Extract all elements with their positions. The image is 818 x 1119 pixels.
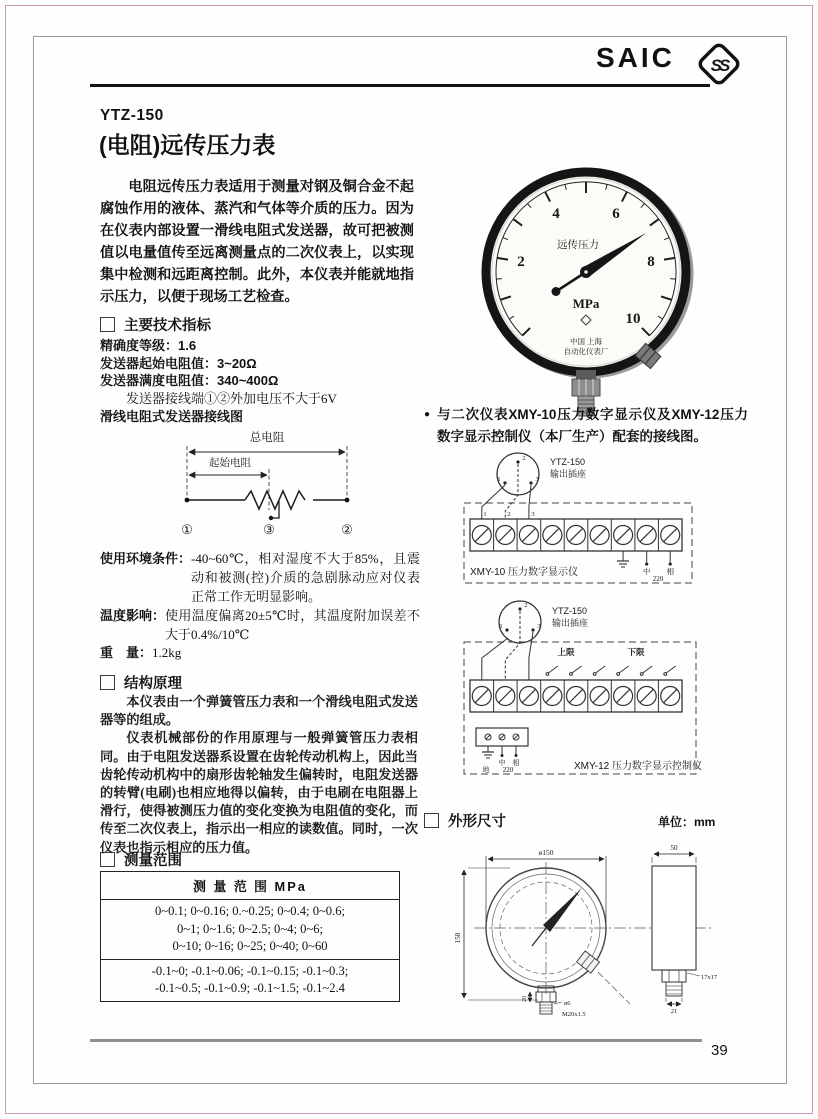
environment-conditions [100, 549, 420, 606]
structure-paragraph-1: 本仪表由一个弹簧管压力表和一个滑线电阻式发送器等的组成。 [100, 694, 418, 728]
spec-line: 发送器满度电阻值：340~400Ω [100, 373, 279, 389]
range-line: 0~1; 0~1.6; 0~2.5; 0~4; 0~6; [176, 921, 323, 936]
page-title: (电阻)远传压力表 [99, 132, 276, 158]
section-dimensions [424, 810, 506, 831]
weight-value: 1.2kg [152, 645, 182, 660]
range-line: 0~0.1; 0~0.16; 0.~0.25; 0~0.4; 0~0.6; [154, 904, 346, 918]
dial-number: 8 [647, 254, 655, 270]
lower-limit-label: 下限 [627, 647, 645, 657]
range-group-positive [101, 900, 399, 960]
intro-paragraph: 电阻远传压力表适用于测量对钢及铜合金不起腐蚀作用的液体、蒸汽和气体等介质的压力。因为在仪表内部设置一滑线电阻式发送器，故可把被测值以电量值传至远离测量点的二次仪表上，以实现集中检测和远距离控制。此外，本仪表并能就地指示压力，以便于现场工艺检查。 [100, 179, 414, 305]
structure-paragraphs [100, 693, 418, 857]
dial-number: 6 [612, 206, 620, 222]
footer-rule [90, 1039, 702, 1042]
section-heading: 测量范围 [124, 853, 182, 869]
supply-voltage: 220 [652, 575, 664, 583]
drawn-needle [543, 888, 582, 932]
xmy12-wiring-diagram [456, 588, 704, 780]
spec-line: 发送器起始电阻值：3~20Ω [100, 355, 257, 371]
upper-limit-label: 上限 [557, 647, 575, 657]
section-checkbox-icon [424, 813, 439, 828]
socket-pin-label: 1 [497, 476, 501, 483]
temperature-label: 温度影响： [100, 608, 166, 623]
dim-stem: 20 [522, 996, 528, 1002]
dim-width: 50 [670, 844, 678, 852]
terminal-number: 3 [531, 511, 535, 518]
socket-caption-line2: 输出插座 [552, 618, 589, 628]
gauge-maker-line2: 自动化仪表厂 [563, 347, 609, 356]
terminal-strip [470, 519, 682, 551]
dim-thread: M20x1.5 [562, 1011, 586, 1018]
dial-number: 2 [517, 254, 525, 270]
dial-number: 4 [552, 206, 560, 222]
gauge-maker-line1: 中国 上海 [570, 337, 602, 346]
section-checkbox-icon [100, 675, 115, 690]
supply-voltage: 220 [502, 766, 514, 774]
limit-contact-symbols [546, 666, 676, 675]
pressure-gauge-photo [472, 160, 700, 418]
start-resistance-label: 起始电阻 [209, 458, 251, 469]
header-rule [90, 84, 710, 87]
section-checkbox-icon [100, 317, 115, 332]
unit-label: 单位：mm [658, 815, 716, 829]
section-range [100, 849, 182, 870]
terminal-strip [470, 680, 682, 712]
temperature-text: 使用温度偏离20±5℃时，其温度附加误差不大于0.4%/10℃ [165, 608, 420, 642]
dim-hex: 17x17 [701, 974, 718, 981]
dim-diameter: ø150 [538, 848, 554, 857]
phase-label: 相 [666, 567, 674, 576]
range-line: 0~10; 0~16; 0~25; 0~40; 0~60 [172, 939, 328, 954]
section-structure [100, 672, 182, 693]
section-checkbox-icon [100, 852, 115, 867]
dial-number: 10 [625, 311, 641, 327]
xmy12-caption: XMY-12 压力数字显示控制仪 [574, 761, 702, 772]
terminal-3-label: ③ [263, 522, 275, 537]
range-group-vacuum [101, 960, 399, 1001]
socket-caption-line2: 输出插座 [550, 469, 587, 479]
saic-logo-icon [694, 40, 744, 88]
socket-caption-line1: YTZ-150 [550, 457, 586, 467]
socket-pin-label: 2 [524, 602, 528, 609]
total-resistance-label: 总电阻 [249, 432, 285, 444]
gauge-unit-label: MPa [572, 296, 600, 311]
weight-row [100, 643, 420, 662]
ground-label: 地 [482, 767, 490, 774]
model-number: YTZ-150 [100, 107, 164, 124]
instrument-outline [464, 642, 696, 774]
range-line: -0.1~0.5; -0.1~0.9; -0.1~1.5; -0.1~2.4 [155, 981, 345, 996]
dim-height: 158 [454, 932, 462, 944]
spec-line: 精确度等级：1.6 [100, 338, 197, 353]
section-heading: 外形尺寸 [448, 814, 506, 830]
spec-line: 发送器接线端①②外加电压不大于6V [126, 391, 337, 407]
section-tech-specs [100, 314, 211, 335]
terminal-number: 2 [507, 511, 511, 518]
wiring-note-text: 与二次仪表XMY-10压力数字显示仪及XMY-12压力数字显示控制仪（本厂生产）配套的接线图。 [437, 407, 748, 444]
terminal-1-label: ① [181, 522, 193, 537]
page-number: 39 [711, 1042, 728, 1059]
neutral-label: 中 [642, 567, 651, 576]
tech-spec-list [100, 337, 418, 426]
xmy10-caption: XMY-10 压力数字显示仪 [470, 567, 578, 578]
phase-label: 相 [512, 760, 520, 767]
spec-line: 滑线电阻式发送器接线图 [100, 408, 244, 424]
terminal-number: 1 [483, 511, 487, 518]
dimension-drawing [440, 836, 718, 1024]
gauge-face-label: 远传压力 [557, 240, 599, 251]
bullet-icon: ● [424, 409, 431, 420]
environment-text: -40~60℃，相对湿度不大于85%，且震动和被测(控)介质的急剧脉动应对仪表正常工作无明显影响。 [191, 551, 420, 604]
socket-pin-label: 1 [499, 623, 503, 630]
socket-pin-label: 3 [535, 476, 539, 483]
wiring-note [424, 404, 748, 447]
range-table [100, 871, 400, 1002]
temperature-effect [100, 606, 420, 644]
range-table-header: 测 量 范 围 MPa [101, 872, 399, 900]
section-heading: 主要技术指标 [124, 318, 211, 334]
xmy10-wiring-diagram [458, 447, 698, 587]
neutral-label: 中 [498, 760, 506, 767]
range-line: -0.1~0; -0.1~0.06; -0.1~0.15; -0.1~0.3; [151, 963, 349, 978]
weight-label: 重 量： [100, 645, 153, 660]
dim-hole: ø6 [564, 1000, 571, 1007]
socket-caption-line1: YTZ-150 [552, 606, 588, 616]
socket-pin-label: 3 [537, 623, 541, 630]
logo-monogram: SS [710, 56, 728, 75]
dim-bottom: 21 [670, 1008, 678, 1015]
resistor-transmitter-diagram [142, 430, 387, 542]
environment-label: 使用环境条件： [100, 551, 192, 566]
section-heading: 结构原理 [124, 676, 182, 692]
brand-wordmark: SAIC [596, 42, 675, 73]
socket-pin-label: 2 [522, 455, 526, 462]
structure-paragraph-2: 仪表机械部份的作用原理与一般弹簧管压力表相同。由于电阻发送器系设置在齿轮传动机构上，因此当齿轮传动机构中的扇形齿轮轴发生偏转时，电阻发送器的转臂(电刷)也相应地得以偏转，由于电刷在电阻器上滑行，使得被测压力值的变化变换为电阻值的变化，而传至二次仪表上，指示出一相应的读数值。同时，一次仪表也指示相应的压力值。 [100, 730, 418, 855]
terminal-2-label: ② [341, 522, 353, 537]
